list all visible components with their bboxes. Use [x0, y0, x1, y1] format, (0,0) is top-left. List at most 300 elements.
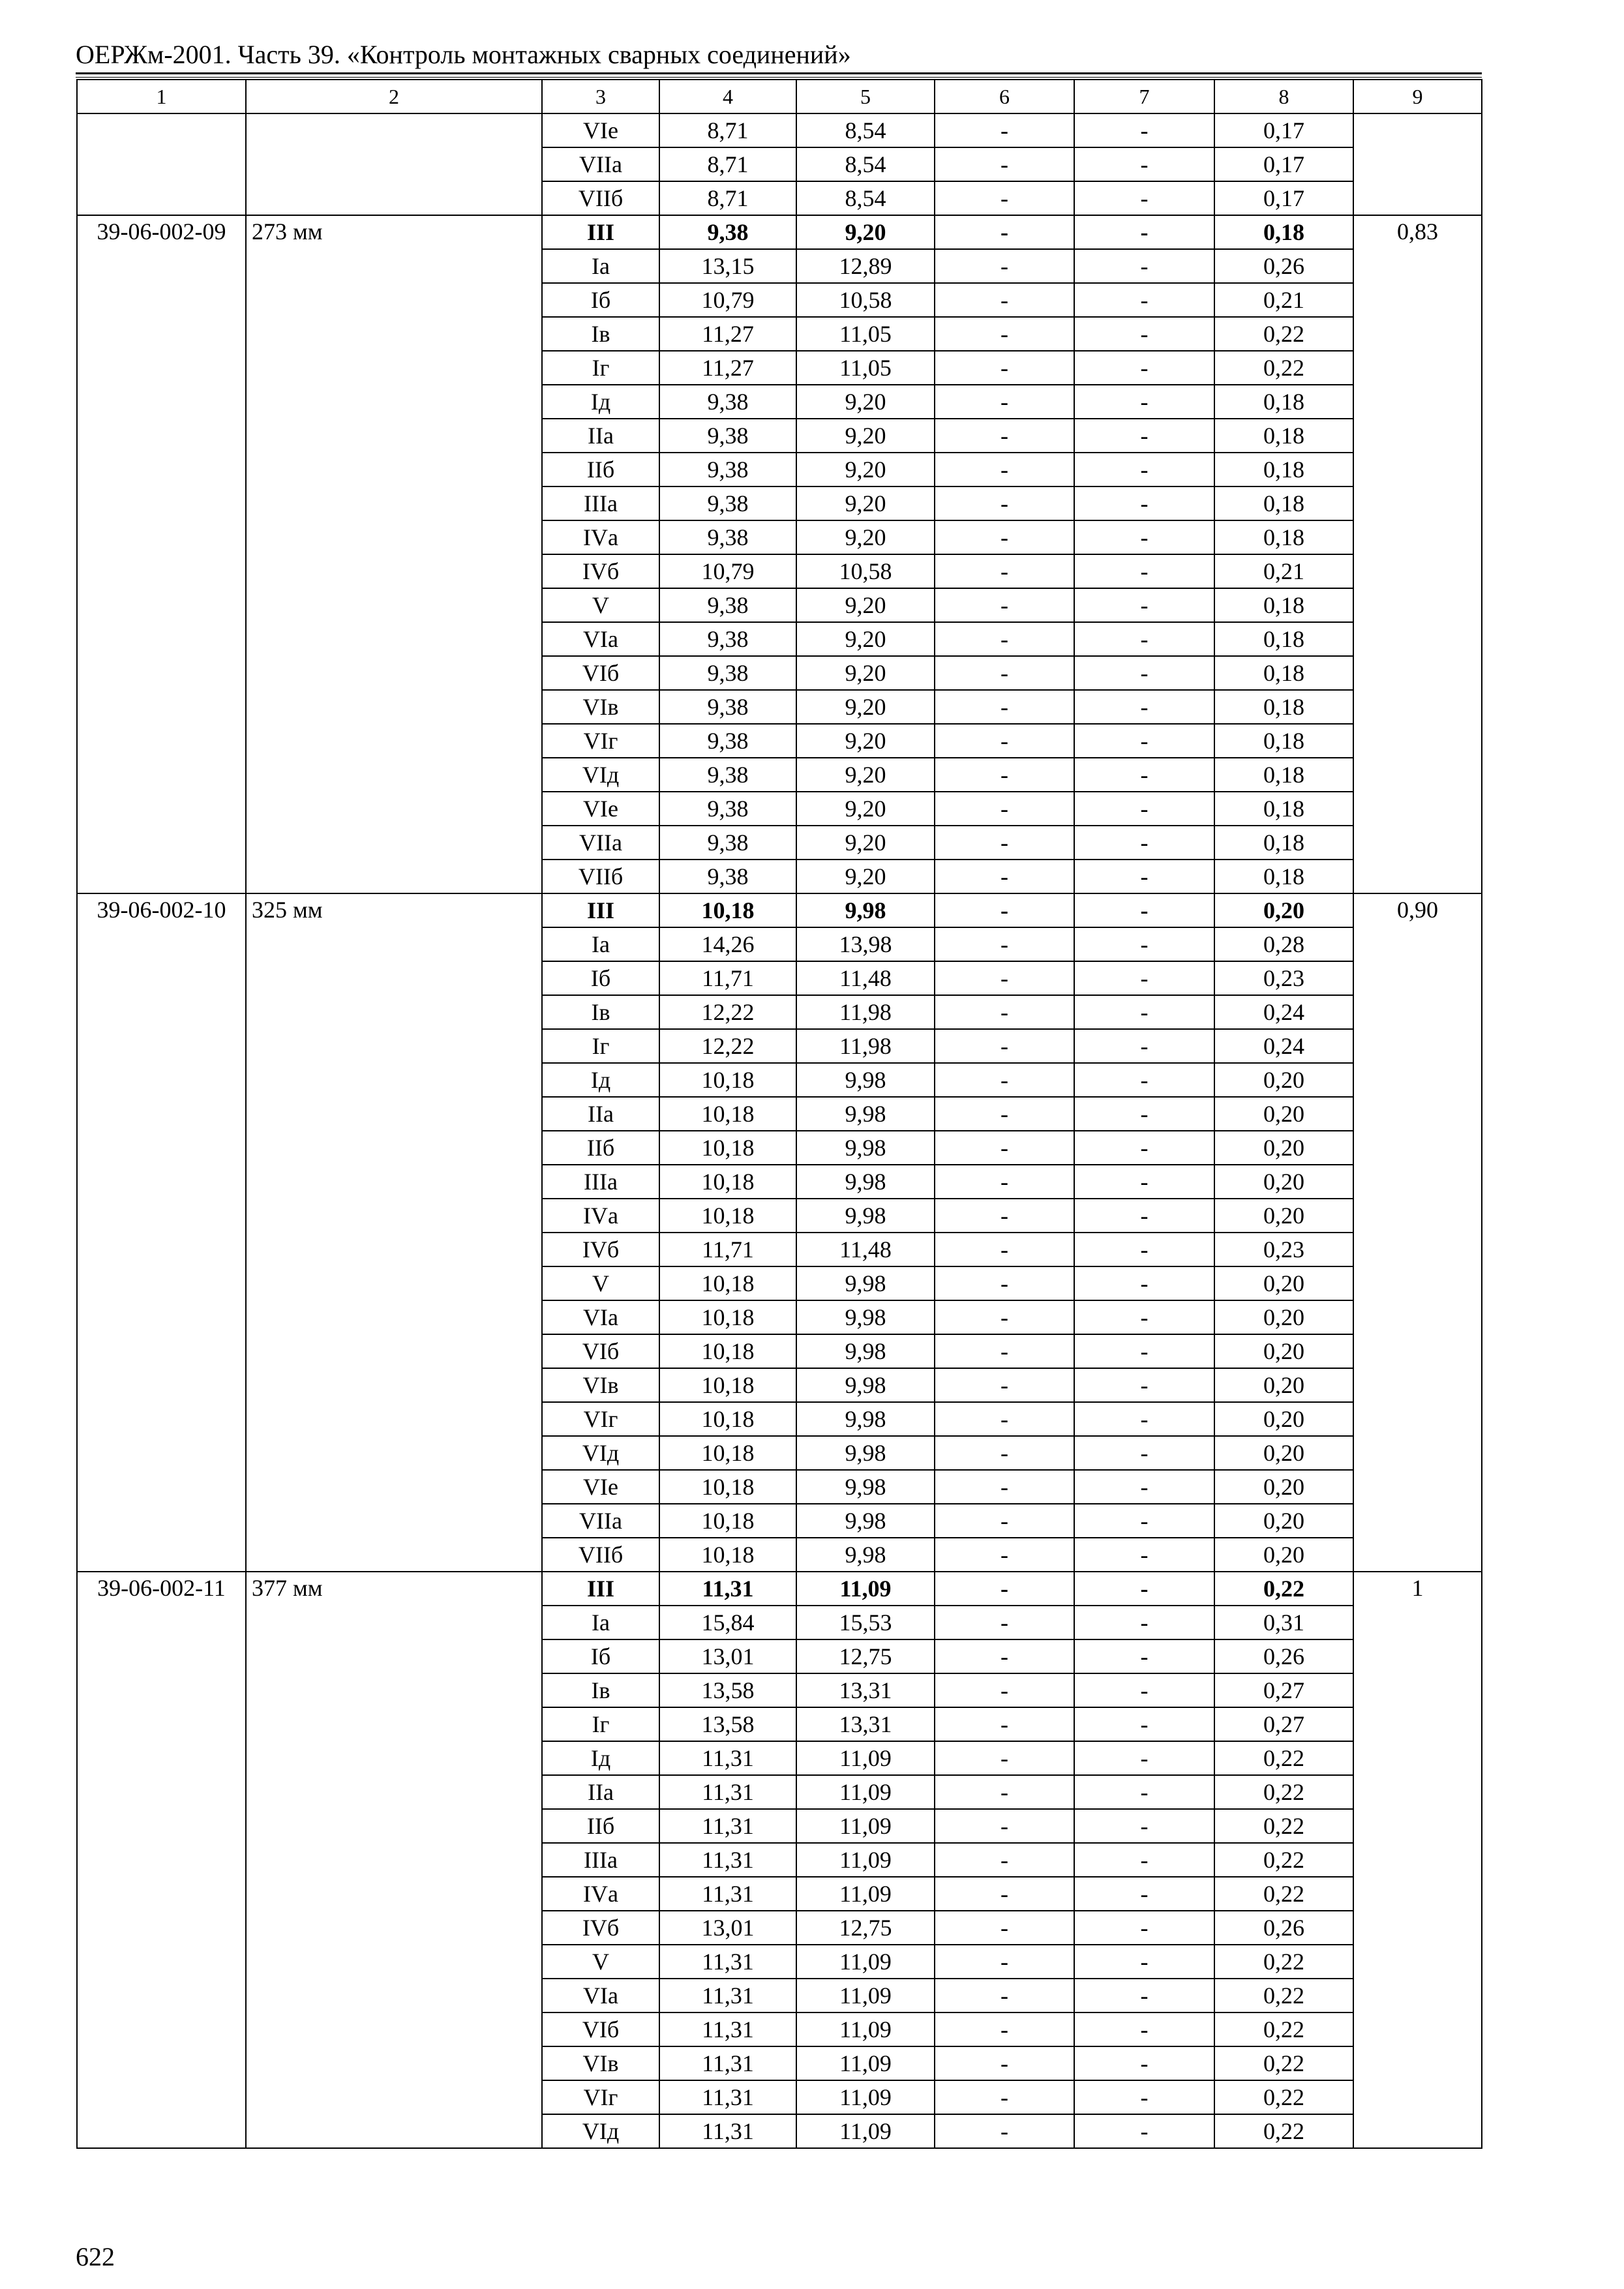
value-col5: 9,20 — [796, 520, 935, 554]
value-col5: 11,09 — [796, 1572, 935, 1606]
category-cell: Iд — [542, 1741, 659, 1775]
pipe-diameter — [246, 113, 542, 215]
value-col7: - — [1074, 1673, 1214, 1707]
column-number: 6 — [935, 80, 1074, 113]
value-col7: - — [1074, 554, 1214, 588]
value-col8: 0,22 — [1214, 2114, 1353, 2148]
value-col7: - — [1074, 656, 1214, 690]
value-col7: - — [1074, 113, 1214, 147]
category-cell: III — [542, 893, 659, 927]
value-col4: 9,38 — [659, 520, 796, 554]
category-cell: VIб — [542, 1334, 659, 1368]
value-col5: 11,09 — [796, 1843, 935, 1877]
table-row — [77, 215, 1482, 249]
value-col4: 9,38 — [659, 724, 796, 758]
value-col6: - — [935, 520, 1074, 554]
category-cell: IVа — [542, 520, 659, 554]
column-number: 9 — [1353, 80, 1482, 113]
value-col5: 9,20 — [796, 453, 935, 486]
value-col4: 10,18 — [659, 1538, 796, 1572]
value-col8: 0,22 — [1214, 2012, 1353, 2046]
value-col4: 8,71 — [659, 181, 796, 215]
value-col8: 0,22 — [1214, 1877, 1353, 1911]
value-col7: - — [1074, 1639, 1214, 1673]
category-cell: VIв — [542, 2046, 659, 2080]
value-col6: - — [935, 113, 1074, 147]
column-number: 5 — [796, 80, 935, 113]
value-col7: - — [1074, 1504, 1214, 1538]
value-col7: - — [1074, 1436, 1214, 1470]
value-col4: 15,84 — [659, 1606, 796, 1639]
category-cell: Iд — [542, 1063, 659, 1097]
value-col5: 9,98 — [796, 1334, 935, 1368]
category-cell: VIIб — [542, 860, 659, 893]
value-col7: - — [1074, 1877, 1214, 1911]
value-col4: 9,38 — [659, 792, 796, 826]
value-col7: - — [1074, 1945, 1214, 1979]
value-col6: - — [935, 249, 1074, 283]
category-cell: VIб — [542, 656, 659, 690]
value-col8: 0,27 — [1214, 1707, 1353, 1741]
value-col4: 10,18 — [659, 1470, 796, 1504]
value-col4: 11,31 — [659, 1877, 796, 1911]
value-col4: 10,18 — [659, 1199, 796, 1233]
value-col6: - — [935, 147, 1074, 181]
category-cell: IVб — [542, 1233, 659, 1266]
value-col5: 9,98 — [796, 1063, 935, 1097]
category-cell: Iв — [542, 1673, 659, 1707]
value-col5: 9,98 — [796, 1538, 935, 1572]
value-col7: - — [1074, 1843, 1214, 1877]
value-col5: 9,20 — [796, 385, 935, 419]
value-col4: 9,38 — [659, 622, 796, 656]
value-col4: 13,58 — [659, 1707, 796, 1741]
pipe-diameter: 325 мм — [246, 893, 542, 1572]
value-col8: 0,22 — [1214, 317, 1353, 351]
value-col8: 0,18 — [1214, 215, 1353, 249]
value-col5: 11,09 — [796, 1877, 935, 1911]
value-col4: 10,18 — [659, 1300, 796, 1334]
table-row — [77, 893, 1482, 927]
value-col5: 10,58 — [796, 554, 935, 588]
category-cell: Iа — [542, 927, 659, 961]
value-col5: 11,09 — [796, 2012, 935, 2046]
category-cell: VIд — [542, 758, 659, 792]
value-col5: 11,09 — [796, 1979, 935, 2012]
category-cell: VIIа — [542, 826, 659, 860]
category-cell: IIб — [542, 453, 659, 486]
value-col7: - — [1074, 1097, 1214, 1131]
value-col4: 11,31 — [659, 1843, 796, 1877]
total-value — [1353, 113, 1482, 215]
category-cell: VIе — [542, 113, 659, 147]
value-col5: 13,31 — [796, 1673, 935, 1707]
value-col5: 13,98 — [796, 927, 935, 961]
value-col8: 0,23 — [1214, 1233, 1353, 1266]
category-cell: Iг — [542, 351, 659, 385]
value-col4: 10,18 — [659, 1436, 796, 1470]
value-col8: 0,26 — [1214, 1911, 1353, 1945]
value-col7: - — [1074, 1266, 1214, 1300]
value-col7: - — [1074, 758, 1214, 792]
value-col7: - — [1074, 1233, 1214, 1266]
value-col7: - — [1074, 147, 1214, 181]
value-col6: - — [935, 1538, 1074, 1572]
value-col4: 10,18 — [659, 1165, 796, 1199]
value-col6: - — [935, 1402, 1074, 1436]
value-col7: - — [1074, 1809, 1214, 1843]
value-col7: - — [1074, 1334, 1214, 1368]
value-col6: - — [935, 588, 1074, 622]
category-cell: IIб — [542, 1809, 659, 1843]
value-col6: - — [935, 893, 1074, 927]
value-col8: 0,22 — [1214, 1572, 1353, 1606]
value-col6: - — [935, 1165, 1074, 1199]
value-col8: 0,22 — [1214, 2046, 1353, 2080]
rates-table — [76, 79, 1482, 2149]
category-cell: VIг — [542, 2080, 659, 2114]
category-cell: III — [542, 215, 659, 249]
value-col6: - — [935, 1673, 1074, 1707]
value-col8: 0,18 — [1214, 690, 1353, 724]
value-col6: - — [935, 1741, 1074, 1775]
value-col7: - — [1074, 181, 1214, 215]
value-col6: - — [935, 1877, 1074, 1911]
value-col5: 11,98 — [796, 1029, 935, 1063]
value-col7: - — [1074, 1470, 1214, 1504]
value-col6: - — [935, 317, 1074, 351]
value-col8: 0,17 — [1214, 181, 1353, 215]
value-col6: - — [935, 1334, 1074, 1368]
value-col8: 0,17 — [1214, 147, 1353, 181]
category-cell: Iб — [542, 961, 659, 995]
category-cell: VIд — [542, 2114, 659, 2148]
value-col6: - — [935, 1233, 1074, 1266]
category-cell: IVа — [542, 1199, 659, 1233]
value-col4: 11,31 — [659, 2046, 796, 2080]
value-col5: 9,20 — [796, 724, 935, 758]
value-col6: - — [935, 351, 1074, 385]
value-col6: - — [935, 1097, 1074, 1131]
header-rule-thick — [76, 72, 1482, 74]
value-col4: 11,31 — [659, 1945, 796, 1979]
value-col7: - — [1074, 283, 1214, 317]
value-col7: - — [1074, 1572, 1214, 1606]
value-col4: 11,31 — [659, 1775, 796, 1809]
value-col4: 11,71 — [659, 961, 796, 995]
category-cell: VIе — [542, 1470, 659, 1504]
value-col4: 14,26 — [659, 927, 796, 961]
value-col8: 0,17 — [1214, 113, 1353, 147]
value-col8: 0,21 — [1214, 283, 1353, 317]
value-col4: 12,22 — [659, 1029, 796, 1063]
value-col5: 11,09 — [796, 1741, 935, 1775]
value-col7: - — [1074, 792, 1214, 826]
value-col8: 0,27 — [1214, 1673, 1353, 1707]
value-col6: - — [935, 283, 1074, 317]
value-col6: - — [935, 1572, 1074, 1606]
value-col4: 10,18 — [659, 1504, 796, 1538]
value-col5: 9,98 — [796, 1300, 935, 1334]
value-col5: 9,20 — [796, 758, 935, 792]
value-col5: 11,98 — [796, 995, 935, 1029]
value-col6: - — [935, 1063, 1074, 1097]
category-cell: VIа — [542, 1979, 659, 2012]
value-col8: 0,18 — [1214, 826, 1353, 860]
value-col7: - — [1074, 961, 1214, 995]
category-cell: Iв — [542, 995, 659, 1029]
value-col5: 9,98 — [796, 1436, 935, 1470]
value-col5: 9,98 — [796, 1266, 935, 1300]
value-col4: 13,58 — [659, 1673, 796, 1707]
value-col4: 11,71 — [659, 1233, 796, 1266]
value-col7: - — [1074, 419, 1214, 453]
value-col6: - — [935, 215, 1074, 249]
value-col4: 9,38 — [659, 215, 796, 249]
value-col6: - — [935, 1266, 1074, 1300]
value-col8: 0,18 — [1214, 453, 1353, 486]
value-col4: 11,27 — [659, 317, 796, 351]
category-cell: IIа — [542, 419, 659, 453]
value-col8: 0,18 — [1214, 792, 1353, 826]
value-col5: 9,98 — [796, 1470, 935, 1504]
value-col4: 9,38 — [659, 758, 796, 792]
value-col5: 11,09 — [796, 1945, 935, 1979]
value-col5: 9,98 — [796, 1402, 935, 1436]
value-col6: - — [935, 656, 1074, 690]
value-col4: 10,18 — [659, 893, 796, 927]
value-col5: 9,20 — [796, 690, 935, 724]
value-col8: 0,20 — [1214, 1300, 1353, 1334]
value-col7: - — [1074, 1402, 1214, 1436]
value-col7: - — [1074, 995, 1214, 1029]
value-col6: - — [935, 1199, 1074, 1233]
value-col8: 0,18 — [1214, 860, 1353, 893]
value-col8: 0,22 — [1214, 1945, 1353, 1979]
value-col7: - — [1074, 927, 1214, 961]
value-col4: 11,31 — [659, 1741, 796, 1775]
value-col4: 11,31 — [659, 2114, 796, 2148]
value-col4: 13,01 — [659, 1639, 796, 1673]
value-col5: 9,98 — [796, 1368, 935, 1402]
value-col6: - — [935, 758, 1074, 792]
value-col4: 12,22 — [659, 995, 796, 1029]
value-col5: 11,48 — [796, 1233, 935, 1266]
value-col8: 0,18 — [1214, 724, 1353, 758]
page-header: ОЕРЖм-2001. Часть 39. «Контроль монтажных сварных соединений» — [76, 40, 851, 69]
value-col4: 10,79 — [659, 554, 796, 588]
value-col4: 9,38 — [659, 860, 796, 893]
category-cell: VIв — [542, 1368, 659, 1402]
value-col8: 0,22 — [1214, 1775, 1353, 1809]
value-col8: 0,20 — [1214, 1402, 1353, 1436]
value-col7: - — [1074, 2012, 1214, 2046]
value-col6: - — [935, 1504, 1074, 1538]
value-col5: 9,98 — [796, 1504, 935, 1538]
value-col7: - — [1074, 2046, 1214, 2080]
value-col4: 9,38 — [659, 385, 796, 419]
value-col6: - — [935, 1707, 1074, 1741]
value-col4: 9,38 — [659, 826, 796, 860]
category-cell: IIIа — [542, 486, 659, 520]
value-col6: - — [935, 1470, 1074, 1504]
value-col6: - — [935, 2012, 1074, 2046]
category-cell: Iб — [542, 1639, 659, 1673]
value-col4: 10,18 — [659, 1368, 796, 1402]
value-col6: - — [935, 2046, 1074, 2080]
value-col6: - — [935, 1131, 1074, 1165]
value-col5: 11,09 — [796, 2114, 935, 2148]
value-col7: - — [1074, 2080, 1214, 2114]
value-col8: 0,20 — [1214, 1368, 1353, 1402]
rate-code: 39-06-002-09 — [77, 215, 246, 893]
value-col6: - — [935, 554, 1074, 588]
value-col8: 0,21 — [1214, 554, 1353, 588]
header-rule-thin — [76, 77, 1482, 78]
rate-code: 39-06-002-10 — [77, 893, 246, 1572]
category-cell: Iв — [542, 317, 659, 351]
category-cell: IVб — [542, 554, 659, 588]
value-col8: 0,18 — [1214, 588, 1353, 622]
value-col7: - — [1074, 249, 1214, 283]
value-col4: 11,31 — [659, 1979, 796, 2012]
value-col5: 8,54 — [796, 113, 935, 147]
category-cell: VIIб — [542, 1538, 659, 1572]
value-col5: 9,20 — [796, 622, 935, 656]
value-col8: 0,18 — [1214, 520, 1353, 554]
value-col8: 0,20 — [1214, 1097, 1353, 1131]
value-col5: 9,20 — [796, 656, 935, 690]
value-col7: - — [1074, 385, 1214, 419]
column-number: 1 — [77, 80, 246, 113]
value-col4: 13,01 — [659, 1911, 796, 1945]
value-col6: - — [935, 1639, 1074, 1673]
value-col6: - — [935, 181, 1074, 215]
value-col7: - — [1074, 1606, 1214, 1639]
value-col6: - — [935, 1911, 1074, 1945]
value-col4: 10,18 — [659, 1402, 796, 1436]
value-col8: 0,20 — [1214, 1199, 1353, 1233]
value-col7: - — [1074, 893, 1214, 927]
table-row — [77, 113, 1482, 147]
column-number: 3 — [542, 80, 659, 113]
category-cell: VIг — [542, 724, 659, 758]
value-col8: 0,20 — [1214, 1538, 1353, 1572]
category-cell: IIIа — [542, 1165, 659, 1199]
value-col6: - — [935, 453, 1074, 486]
value-col5: 9,20 — [796, 419, 935, 453]
value-col8: 0,20 — [1214, 1470, 1353, 1504]
value-col8: 0,22 — [1214, 1809, 1353, 1843]
value-col6: - — [935, 961, 1074, 995]
value-col4: 11,31 — [659, 2080, 796, 2114]
category-cell: IVб — [542, 1911, 659, 1945]
value-col6: - — [935, 690, 1074, 724]
value-col8: 0,22 — [1214, 1979, 1353, 2012]
value-col8: 0,20 — [1214, 1504, 1353, 1538]
total-value: 0,90 — [1353, 893, 1482, 1572]
value-col8: 0,26 — [1214, 1639, 1353, 1673]
value-col6: - — [935, 1843, 1074, 1877]
value-col6: - — [935, 2114, 1074, 2148]
value-col5: 12,75 — [796, 1639, 935, 1673]
category-cell: IVа — [542, 1877, 659, 1911]
value-col4: 9,38 — [659, 588, 796, 622]
category-cell: IIа — [542, 1775, 659, 1809]
column-number: 8 — [1214, 80, 1353, 113]
category-cell: Iг — [542, 1029, 659, 1063]
category-cell: VIе — [542, 792, 659, 826]
value-col5: 15,53 — [796, 1606, 935, 1639]
total-value: 0,83 — [1353, 215, 1482, 893]
value-col4: 10,18 — [659, 1097, 796, 1131]
value-col5: 8,54 — [796, 147, 935, 181]
value-col8: 0,26 — [1214, 249, 1353, 283]
value-col7: - — [1074, 588, 1214, 622]
category-cell: VIIа — [542, 147, 659, 181]
value-col7: - — [1074, 1775, 1214, 1809]
value-col7: - — [1074, 453, 1214, 486]
value-col6: - — [935, 995, 1074, 1029]
pipe-diameter: 273 мм — [246, 215, 542, 893]
value-col4: 9,38 — [659, 453, 796, 486]
value-col6: - — [935, 419, 1074, 453]
value-col8: 0,22 — [1214, 1741, 1353, 1775]
value-col7: - — [1074, 2114, 1214, 2148]
value-col8: 0,24 — [1214, 1029, 1353, 1063]
value-col4: 11,27 — [659, 351, 796, 385]
value-col8: 0,23 — [1214, 961, 1353, 995]
column-number: 2 — [246, 80, 542, 113]
value-col6: - — [935, 385, 1074, 419]
value-col5: 9,20 — [796, 486, 935, 520]
value-col8: 0,22 — [1214, 2080, 1353, 2114]
value-col6: - — [935, 2080, 1074, 2114]
value-col7: - — [1074, 351, 1214, 385]
category-cell: VIа — [542, 1300, 659, 1334]
value-col5: 10,58 — [796, 283, 935, 317]
value-col7: - — [1074, 1300, 1214, 1334]
value-col4: 11,31 — [659, 1572, 796, 1606]
value-col7: - — [1074, 690, 1214, 724]
value-col8: 0,31 — [1214, 1606, 1353, 1639]
category-cell: V — [542, 1266, 659, 1300]
category-cell: V — [542, 1945, 659, 1979]
value-col6: - — [935, 1606, 1074, 1639]
rate-code — [77, 113, 246, 215]
value-col8: 0,28 — [1214, 927, 1353, 961]
table-row — [77, 1572, 1482, 1606]
total-value: 1 — [1353, 1572, 1482, 2148]
value-col6: - — [935, 1029, 1074, 1063]
value-col5: 13,31 — [796, 1707, 935, 1741]
value-col5: 11,09 — [796, 1775, 935, 1809]
value-col5: 9,98 — [796, 1097, 935, 1131]
category-cell: Iб — [542, 283, 659, 317]
value-col5: 11,05 — [796, 351, 935, 385]
value-col8: 0,24 — [1214, 995, 1353, 1029]
category-cell: Iд — [542, 385, 659, 419]
page-number: 622 — [76, 2242, 115, 2271]
value-col7: - — [1074, 724, 1214, 758]
value-col7: - — [1074, 1979, 1214, 2012]
category-cell: VIIа — [542, 1504, 659, 1538]
value-col5: 11,09 — [796, 2046, 935, 2080]
value-col8: 0,20 — [1214, 1334, 1353, 1368]
value-col8: 0,18 — [1214, 385, 1353, 419]
value-col5: 8,54 — [796, 181, 935, 215]
value-col6: - — [935, 826, 1074, 860]
